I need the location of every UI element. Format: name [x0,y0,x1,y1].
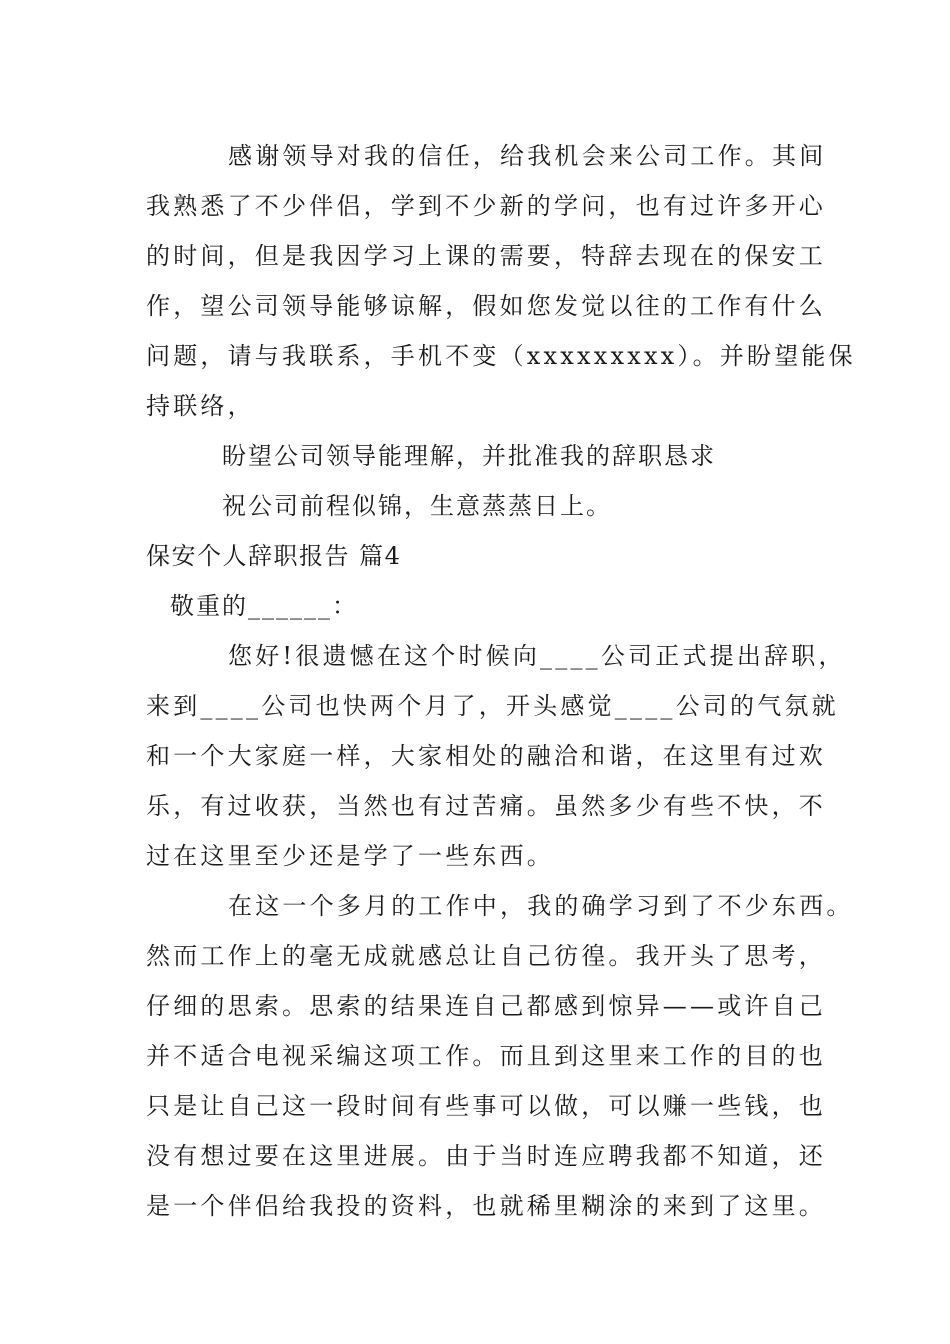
paragraph-line: 来到____公司也快两个月了，开头感觉____公司的气氛就 [146,692,839,720]
paragraph-line: 只是让自己这一段时间有些事可以做，可以赚一些钱，也 [146,1092,826,1120]
paragraph-line: 感谢领导对我的信任，给我机会来公司工作。其间 [228,142,827,170]
closing-line: 祝公司前程似锦，生意蒸蒸日上。 [222,492,612,520]
paragraph-line: 您好!很遗憾在这个时候向____公司正式提出辞职， [228,642,846,670]
paragraph-line: 并不适合电视采编这项工作。而且到这里来工作的目的也 [146,1042,826,1070]
section-heading: 保安个人辞职报告 篇4 [146,542,402,570]
paragraph-line: 作，望公司领导能够谅解，假如您发觉以往的工作有什么 [146,292,826,320]
paragraph-line: 在这一个多月的工作中，我的确学习到了不少东西。 [228,892,854,920]
closing-line: 盼望公司领导能理解，并批准我的辞职恳求 [222,442,716,470]
paragraph-line: 没有想过要在这里进展。由于当时连应聘我都不知道，还 [146,1142,826,1170]
paragraph-line: 然而工作上的毫无成就感总让自己彷徨。我开头了思考， [146,942,826,970]
paragraph-line: 乐，有过收获，当然也有过苦痛。虽然多少有些不快，不 [146,792,826,820]
paragraph-line: 的时间，但是我因学习上课的需要，特辞去现在的保安工 [146,242,826,270]
paragraph-line: 问题，请与我联系，手机不变（xxxxxxxxx）。并盼望能保 [146,342,856,370]
salutation: 敬重的______： [170,592,358,620]
paragraph-line: 过在这里至少还是学了一些东西。 [146,842,554,870]
paragraph-line: 持联络， [146,392,255,420]
paragraph-line: 仔细的思索。思索的结果连自己都感到惊异——或许自己 [146,992,826,1020]
paragraph-line: 是一个伴侣给我投的资料，也就稀里糊涂的来到了这里。 [146,1192,826,1220]
paragraph-line: 和一个大家庭一样，大家相处的融洽和谐，在这里有过欢 [146,742,826,770]
paragraph-line: 我熟悉了不少伴侣，学到不少新的学问，也有过许多开心 [146,192,826,220]
